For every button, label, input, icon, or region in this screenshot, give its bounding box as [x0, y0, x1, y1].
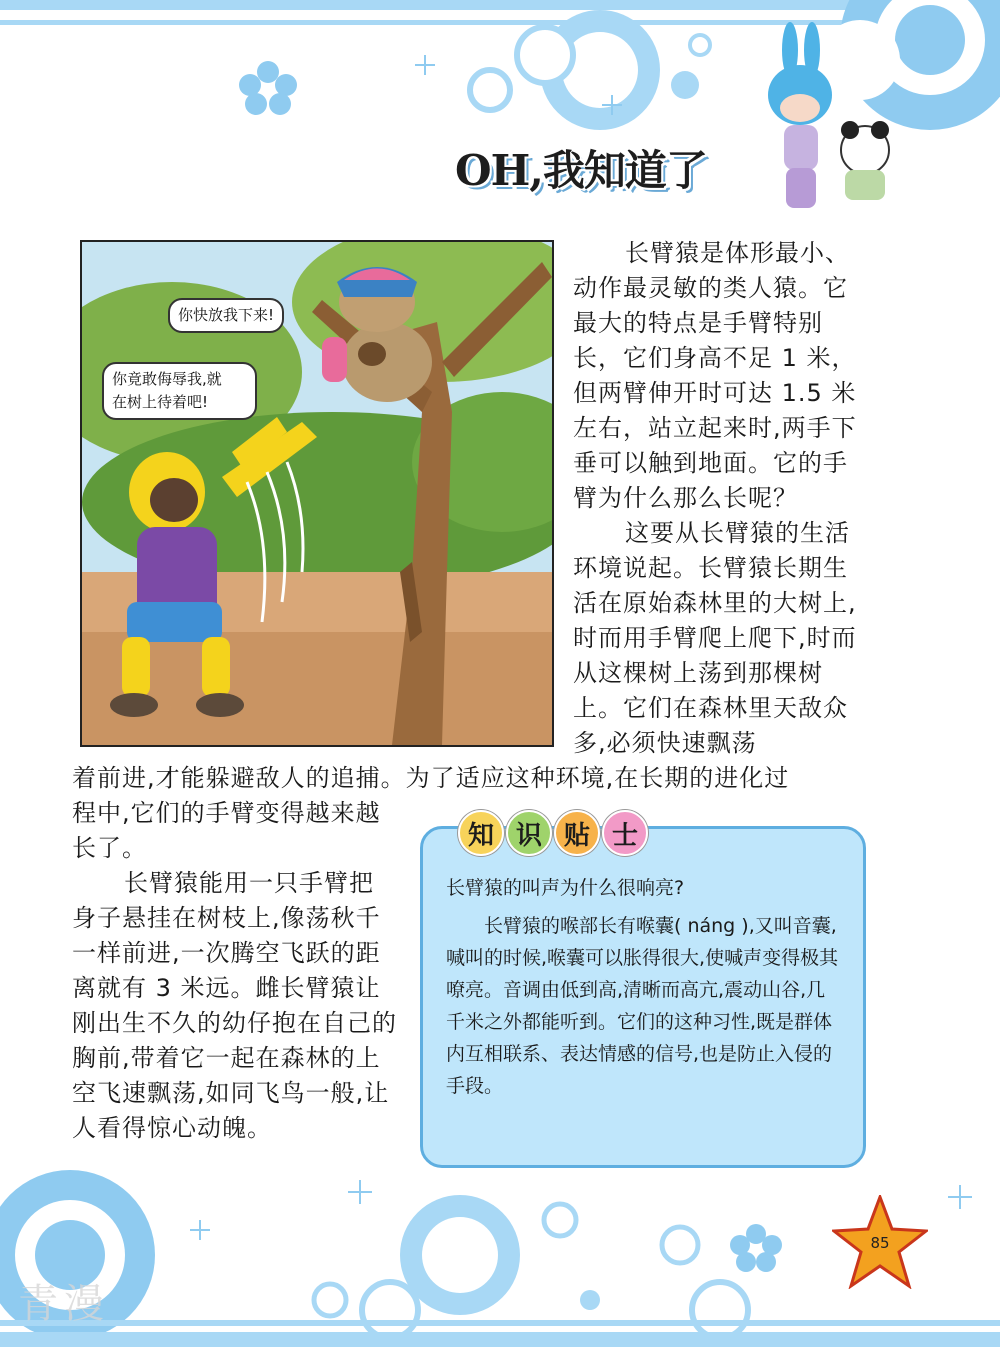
paragraph-2-end: 程中,它们的手臂变得越来越长了。: [72, 799, 381, 862]
paragraph-3: 长臂猿能用一只手臂把身子悬挂在树枝上,像荡秋千一样前进,一次腾空飞跃的距离就有 3 米远。雌长臂猿让刚出生不久的幼仔抱在自己的胸前,带着它一起在森林的上空飞速飘荡,如同飞鸟一般,让人看得惊心动魄。: [72, 869, 397, 1142]
speech-bubble-monkey-line-1: 你竟敢侮辱我,就: [112, 370, 222, 388]
comic-scene: [82, 242, 552, 745]
tips-title-char-4: 士: [602, 810, 648, 856]
tips-title-char-1: 知: [458, 810, 504, 856]
page-number: 85: [870, 1234, 890, 1252]
speech-bubble-monkey: [102, 362, 257, 420]
speech-bubble-dog: 你快放我下来!: [168, 298, 284, 333]
paragraph-2-wide-line: 着前进,才能躲避敌人的追捕。为了适应这种环境,在长期的进化过: [72, 764, 790, 792]
comic-illustration: [80, 240, 554, 747]
speech-bubble-monkey-line-2: 在树上待着吧!: [112, 393, 209, 411]
knowledge-tips-title: [458, 810, 648, 856]
watermark: 青漫: [18, 1281, 110, 1327]
tips-title-char-3: 贴: [554, 810, 600, 856]
tips-question: 长臂猿的叫声为什么很响亮?: [446, 877, 685, 899]
tips-body: 长臂猿的喉部长有喉囊( náng ),又叫音囊,喊叫的时候,喉囊可以胀得很大,使喊声变得极其嘹亮。音调由低到高,清晰而高亢,震动山谷,几千米之外都能听到。它们的这种习性,既是群体内互相联系、表达情感的信号,也是防止入侵的手段。: [446, 915, 839, 1097]
tips-title-char-2: 识: [506, 810, 552, 856]
paragraph-1: 长臂猿是体形最小、动作最灵敏的类人猿。它最大的特点是手臂特别长，它们身高不足 1 米，但两臂伸开时可达 1.5 米左右，站立起来时,两手下垂可以触到地面。它的手臂为什么那么长呢？: [573, 239, 857, 512]
paragraph-2: 这要从长臂猿的生活环境说起。长臂猿长期生活在原始森林里的大树上,时而用手臂爬上爬下,时而从这棵树上荡到那棵树上。它们在森林里天敌众多,必须快速飘荡: [573, 519, 857, 757]
page-header-title: OH,我知道了: [455, 146, 707, 195]
